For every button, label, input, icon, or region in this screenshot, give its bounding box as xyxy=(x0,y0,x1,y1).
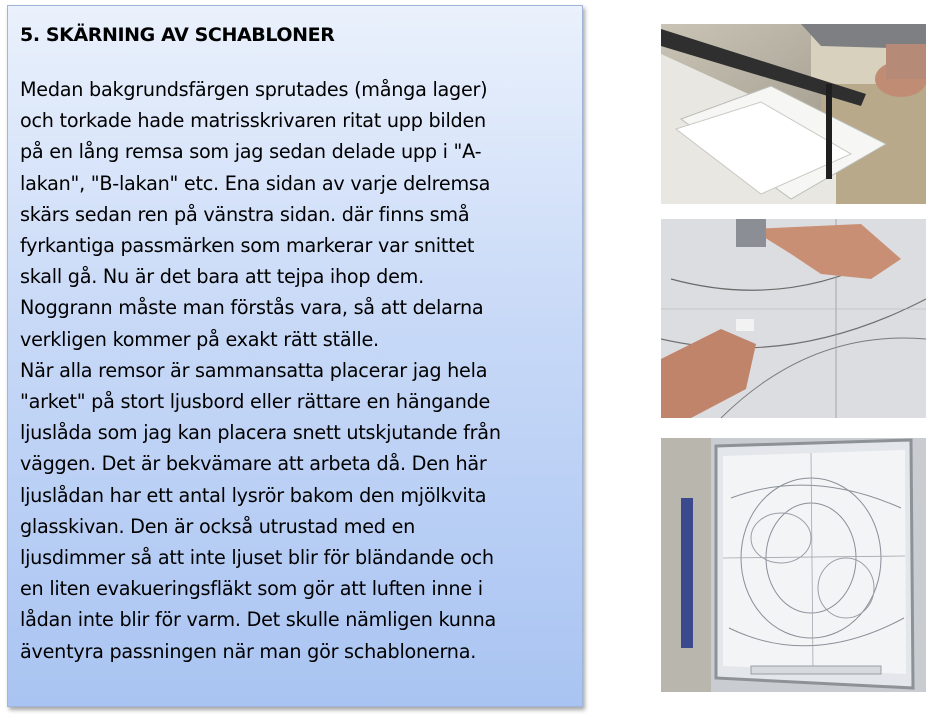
slide-body-text: Medan bakgrundsfärgen sprutades (många lager) och torkade hade matrisskrivaren ritat upp bilden på en lång remsa som jag sedan delade upp i "A- lakan", "B-lakan" etc. Ena sidan av varje delremsa skärs sedan ren på vänstra sidan. där finns små fyrkantiga passmärken som markerar var snittet skall gå. Nu är det bara att tejpa ihop dem. Noggrann måste man förstås vara, så att delarna verkligen kommer på exakt rätt ställe. När alla remsor är sammansatta placerar jag hela "arket" på stort ljusbord eller rättare en hängande ljuslåda som jag kan placera snett utskjutande från väggen. Det är bekvämare att arbeta då. Den här ljuslådan har ett antal lysrör bakom den mjölkvita glasskivan. Den är också utrustad med en ljusdimmer så att inte ljuset blir för bländande och en liten evakueringsfläkt som gör att luften inne i lådan inte blir för varm. Det skulle nämligen kunna äventyra passningen när man gör schablonerna. xyxy=(20,78,501,663)
slide-title: 5. SKÄRNING AV SCHABLONER xyxy=(20,24,335,46)
taping-strips-photo xyxy=(661,219,926,418)
lightbox-photo xyxy=(661,438,926,692)
text-panel xyxy=(7,5,583,707)
paper-cutter-photo xyxy=(661,24,926,204)
